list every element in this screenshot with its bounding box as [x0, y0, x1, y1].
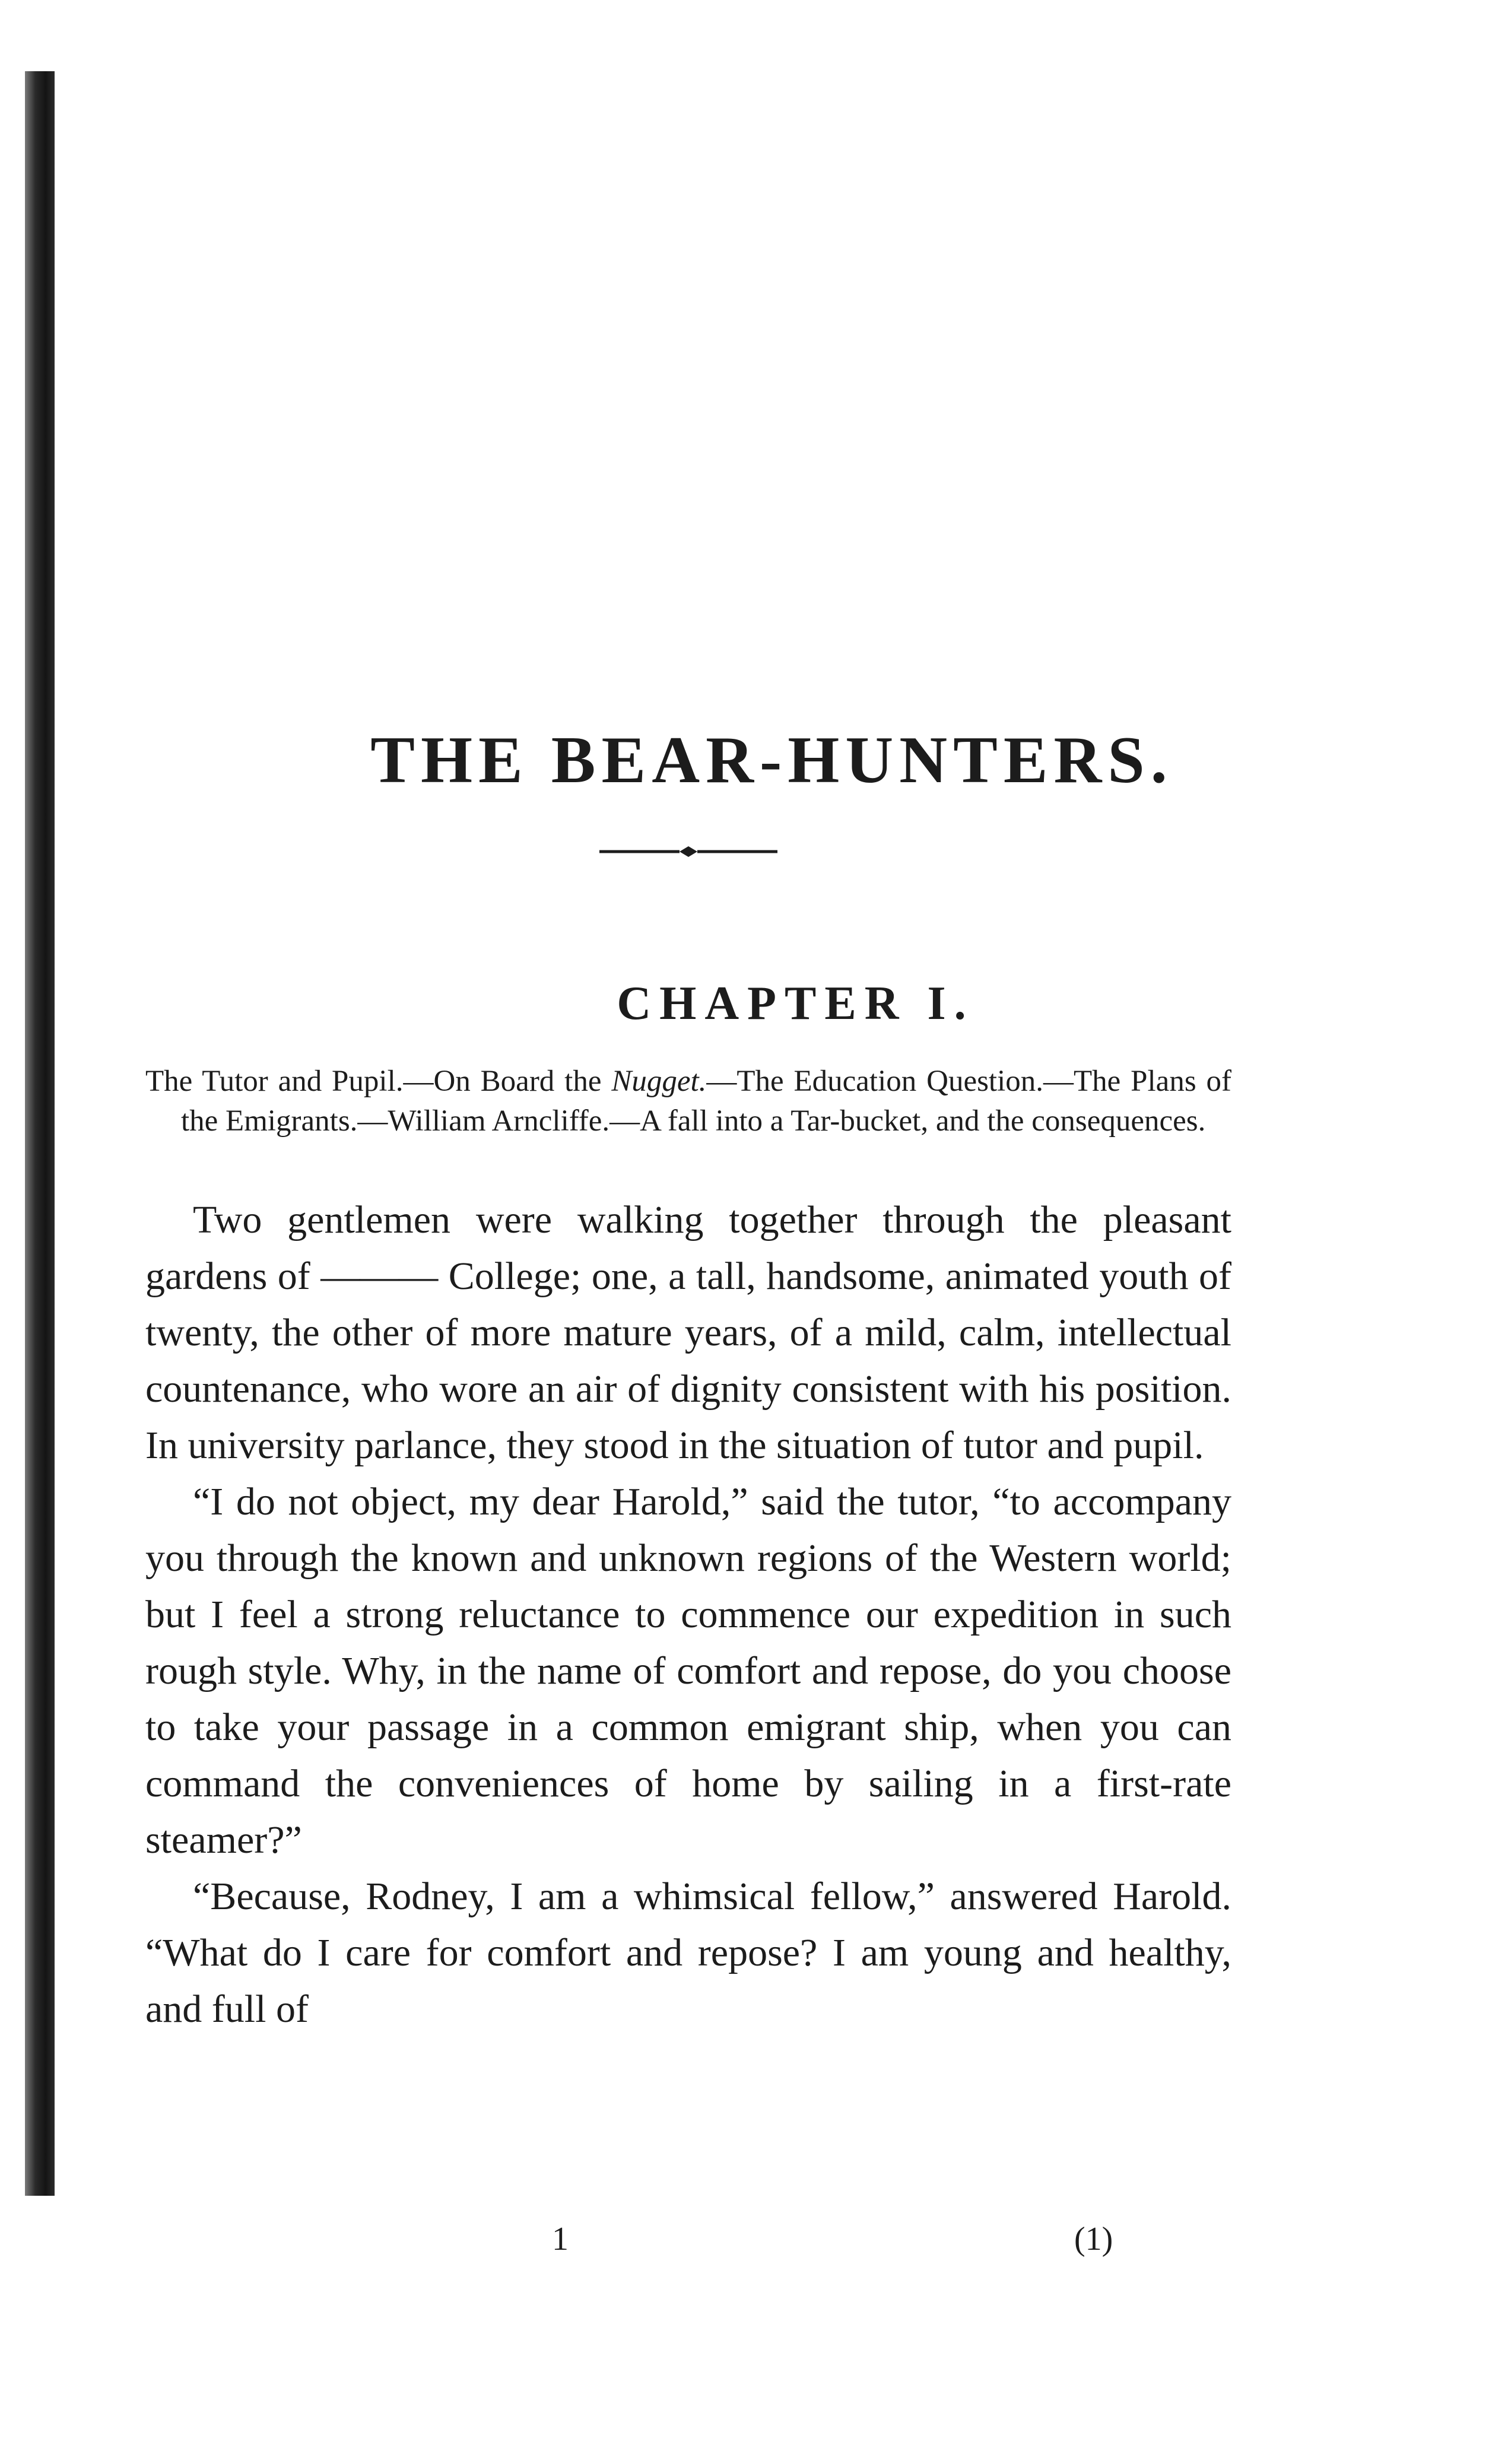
book-spine-edge: [25, 71, 55, 2196]
paragraph: “I do not object, my dear Harold,” said the tutor, “to accompany you through the known and unknown regions of the Western world; but I feel a strong reluctance to commence our expedition in such rough style. Why, in the name of comfort and repose, do you choose to take your passage in a common emigrant ship, when you can command the conveniences of home by sailing in a first-rate steamer?”: [145, 1480, 1231, 1862]
ship-name: Nugget.: [611, 1065, 707, 1098]
chapter-body: [145, 1192, 1231, 2037]
paragraph: “Because, Rodney, I am a whimsical fellow,” answered Harold. “What do I care for comfort and repose? I am young and healthy, and full of: [145, 1875, 1231, 2031]
chapter-synopsis: [145, 1062, 1231, 1141]
paragraph: Two gentlemen were walking together through the pleasant gardens of ——— College; one, a tall, handsome, animated youth of twenty, the other of more mature years, of a mild, calm, intellectual countenance, who wore an air of dignity consistent with his position. In university parlance, they stood in the situation of tutor and pupil.: [145, 1198, 1231, 1467]
title-ornament-rule: [599, 843, 777, 861]
page-number: 1: [552, 2221, 569, 2257]
synopsis-text-start: The Tutor and Pupil.—On Board the: [145, 1065, 612, 1098]
book-title: THE BEAR-HUNTERS.: [370, 723, 1173, 798]
chapter-heading: CHAPTER I.: [617, 977, 974, 1030]
synopsis-text-end: —The Education Question.—The Plans of the Emigrants.—William Arncliffe.—A fall into a Tar-bucket, and the consequences.: [181, 1065, 1231, 1138]
signature-mark: (1): [1074, 2221, 1113, 2257]
